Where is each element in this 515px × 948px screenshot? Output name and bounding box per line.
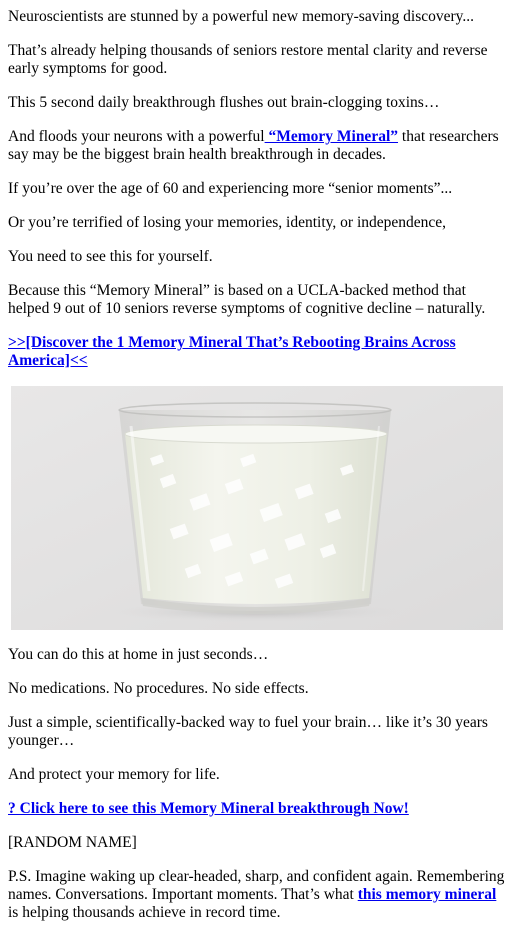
- paragraph-intro: Neuroscientists are stunned by a powerful new memory-saving discovery...: [8, 8, 475, 25]
- glass-of-water-image: [11, 386, 503, 630]
- signature: [RANDOM NAME]: [8, 834, 137, 851]
- ps-text-before: P.S. Imagine waking up clear-headed, sharp, and confident again. Remembering names. Conversations. Important moments. That’s what: [8, 868, 505, 903]
- paragraph-memory-mineral-text-after: that researchers say may be the biggest brain health breakthrough in decades.: [8, 128, 499, 163]
- memory-mineral-link[interactable]: “Memory Mineral”: [264, 128, 399, 145]
- paragraph-see-this: You need to see this for yourself.: [8, 248, 213, 265]
- product-image[interactable]: [11, 386, 503, 630]
- paragraph-memory-mineral: [8, 128, 508, 164]
- cta-paragraph-click-here: [8, 800, 508, 818]
- paragraph-ucla: Because this “Memory Mineral” is based on a UCLA-backed method that helped 9 out of 10 seniors reverse symptoms of cognitive decline – naturally.: [8, 282, 486, 317]
- paragraph-memory-mineral-text-before: And floods your neurons with a powerful: [8, 128, 265, 145]
- paragraph-age: If you’re over the age of 60 and experiencing more “senior moments”...: [8, 180, 453, 197]
- click-here-link[interactable]: ? Click here to see this Memory Mineral breakthrough Now!: [8, 800, 409, 817]
- paragraph-breakthrough: This 5 second daily breakthrough flushes out brain-clogging toxins…: [8, 94, 440, 111]
- paragraph-fears: Or you’re terrified of losing your memories, identity, or independence,: [8, 214, 447, 231]
- cta-paragraph-discover: [8, 334, 508, 370]
- ps-memory-mineral-link[interactable]: this memory mineral: [357, 886, 497, 903]
- paragraph-at-home: You can do this at home in just seconds…: [8, 646, 269, 663]
- paragraph-protect-memory: And protect your memory for life.: [8, 766, 220, 783]
- paragraph-ps: [8, 868, 508, 922]
- discover-link[interactable]: >>[Discover the 1 Memory Mineral That’s Rebooting Brains Across America]<<: [8, 334, 456, 369]
- paragraph-helping: That’s already helping thousands of seniors restore mental clarity and reverse early symptoms for good.: [8, 42, 488, 77]
- ps-text-after: is helping thousands achieve in record time.: [8, 904, 281, 921]
- paragraph-fuel-brain: Just a simple, scientifically-backed way to fuel your brain… like it’s 30 years younger…: [8, 714, 488, 749]
- paragraph-no-medications: No medications. No procedures. No side effects.: [8, 680, 309, 697]
